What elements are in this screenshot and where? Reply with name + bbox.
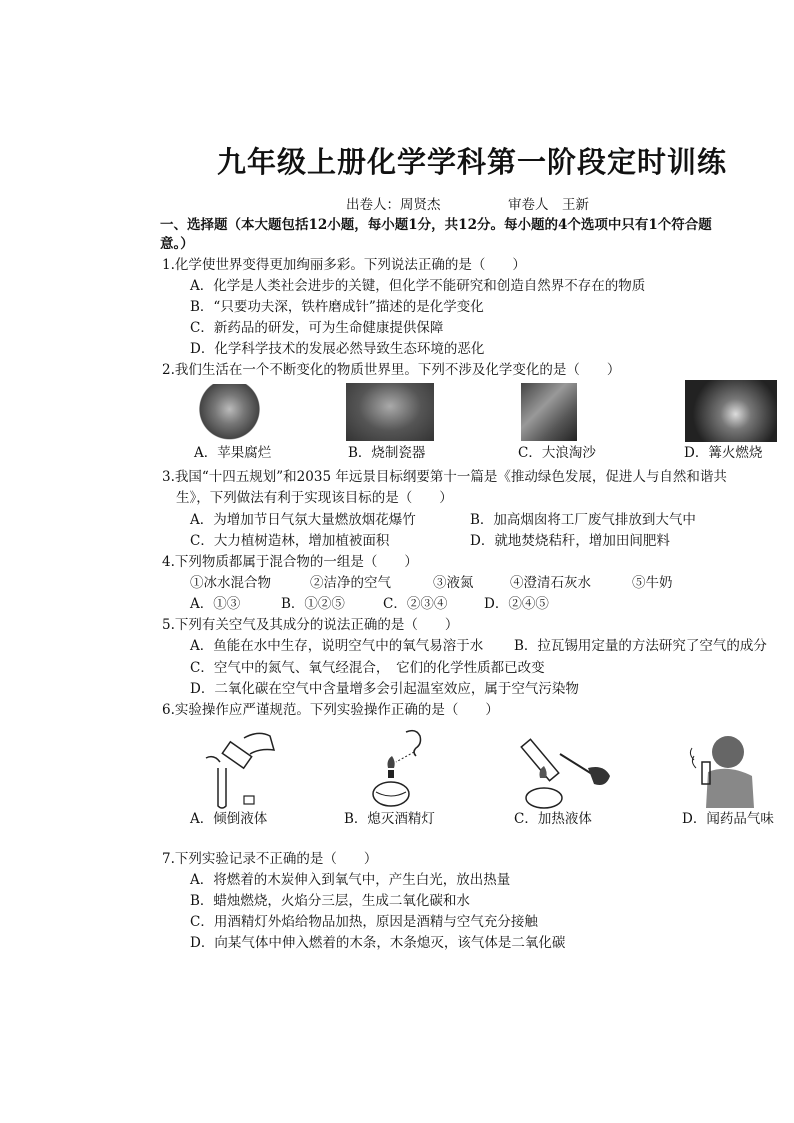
q4-item-3: ③液氮 — [433, 575, 474, 591]
q2-option-a: A．苹果腐烂 — [194, 445, 272, 461]
q3-stem-cont: 生》，下列做法有利于实现该目标的是（ ） — [176, 490, 453, 506]
q3-option-d: D．就地焚烧秸秆，增加田间肥料 — [470, 533, 670, 549]
q1-option-a: A．化学是人类社会进步的关键，但化学不能研究和创造自然界不存在的物质 — [190, 278, 646, 294]
setter-label: 出卷人：周贤杰 — [346, 197, 441, 213]
apple-rot-image — [198, 384, 268, 440]
q2-option-b: B．烧制瓷器 — [348, 445, 426, 461]
q7-option-b: B．蜡烛燃烧，火焰分三层，生成二氧化碳和水 — [190, 893, 470, 909]
q5-option-b: B．拉瓦锡用定量的方法研究了空气的成分 — [514, 638, 767, 654]
q4-stem: 4.下列物质都属于混合物的一组是（ ） — [162, 554, 418, 570]
q3-option-a: A．为增加节日气氛大量燃放烟花爆竹 — [190, 512, 416, 528]
q4-item-4: ④澄清石灰水 — [510, 575, 591, 591]
q3-option-b: B．加高烟囱将工厂废气排放到大气中 — [470, 512, 696, 528]
pouring-liquid-icon — [200, 728, 280, 810]
q6-option-a: A．倾倒液体 — [190, 811, 268, 827]
q2-option-d: D．篝火燃烧 — [684, 445, 763, 461]
q7-option-d: D．向某气体中伸入燃着的木条，木条熄灭，该气体是二氧化碳 — [190, 935, 566, 951]
section-heading-cont: 意。） — [160, 236, 194, 252]
q5-option-a: A．鱼能在水中生存，说明空气中的氧气易溶于水 — [190, 638, 484, 654]
q6-option-c: C．加热液体 — [514, 811, 592, 827]
q1-stem: 1.化学使世界变得更加绚丽多彩。下列说法正确的是（ ） — [162, 257, 526, 273]
q4-item-1: ①冰水混合物 — [190, 575, 271, 591]
sand-washing-image — [521, 383, 577, 441]
extinguish-lamp-icon — [366, 726, 446, 810]
q6-option-d: D．闻药品气味 — [682, 811, 774, 827]
q5-option-d: D．二氧化碳在空气中含量增多会引起温室效应，属于空气污染物 — [190, 681, 579, 697]
pottery-image — [346, 383, 434, 441]
page-title: 九年级上册化学学科第一阶段定时训练 — [216, 145, 727, 179]
q2-stem: 2.我们生活在一个不断变化的物质世界里。下列不涉及化学变化的是（ ） — [162, 362, 621, 378]
q5-stem: 5.下列有关空气及其成分的说法正确的是（ ） — [162, 617, 459, 633]
heating-liquid-icon — [520, 728, 620, 810]
q3-option-c: C．大力植树造林，增加植被面积 — [190, 533, 390, 549]
q4-option-d: D．②④⑤ — [484, 596, 549, 612]
q1-option-b: B．“只要功夫深，铁杵磨成针”描述的是化学变化 — [190, 299, 484, 315]
q4-item-5: ⑤牛奶 — [632, 575, 673, 591]
q2-option-c: C．大浪淘沙 — [518, 445, 596, 461]
q4-item-2: ②洁净的空气 — [310, 575, 391, 591]
smelling-chemical-icon — [688, 728, 772, 810]
q7-option-c: C．用酒精灯外焰给物品加热，原因是酒精与空气充分接触 — [190, 914, 538, 930]
q4-option-a: A．①③ — [190, 596, 241, 612]
q4-option-b: B．①②⑤ — [281, 596, 345, 612]
q3-stem: 3.我国“十四五规划”和2035 年远景目标纲要第十一篇是《推动绿色发展，促进人与自然和谐共 — [162, 469, 727, 485]
q7-option-a: A．将燃着的木炭伸入到氧气中，产生白光，放出热量 — [190, 872, 511, 888]
q1-option-d: D．化学科学技术的发展必然导致生态环境的恶化 — [190, 341, 485, 357]
q5-option-c: C．空气中的氮气、氧气经混合， 它们的化学性质都已改变 — [190, 660, 545, 676]
q6-stem: 6.实验操作应严谨规范。下列实验操作正确的是（ ） — [162, 702, 499, 718]
q7-stem: 7.下列实验记录不正确的是（ ） — [162, 851, 378, 867]
reviewer-label: 审卷人 王新 — [508, 197, 589, 213]
bonfire-image — [685, 380, 777, 442]
section-heading: 一、选择题（本大题包括12小题，每小题1分，共12分。每小题的4个选项中只有1个符合题 — [160, 217, 712, 233]
q6-option-b: B．熄灭酒精灯 — [344, 811, 435, 827]
q1-option-c: C．新药品的研发，可为生命健康提供保障 — [190, 320, 444, 336]
q4-option-c: C．②③④ — [383, 596, 448, 612]
